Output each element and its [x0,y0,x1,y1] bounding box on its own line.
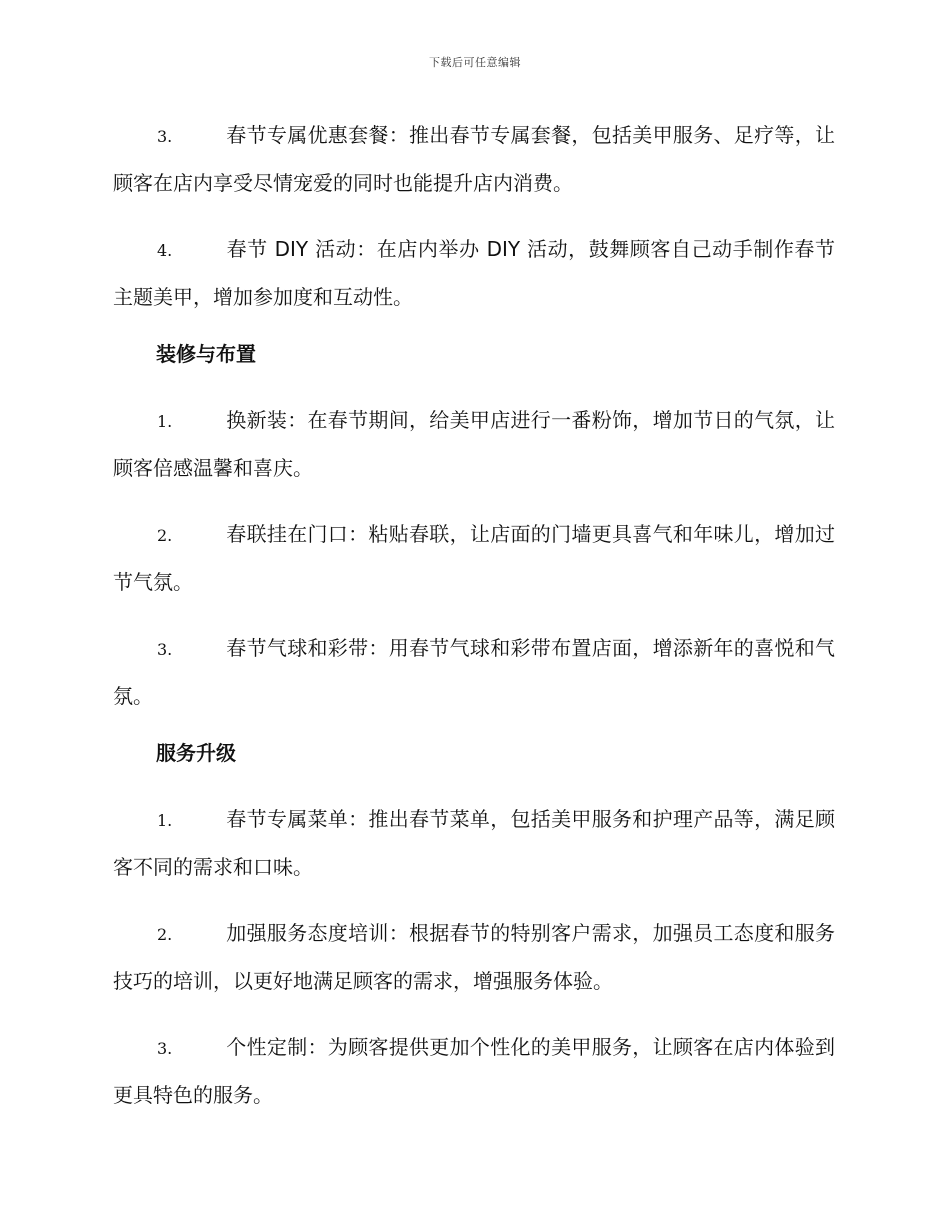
item-text: 加强服务态度培训：根据春节的特别客户需求，加强员工态度和服务技巧的培训，以更好地满足顾客的需求，增强服务体验。 [113,921,835,993]
item-number: 2. [157,925,173,944]
list-item [113,796,835,890]
item-text: 春联挂在门口：粘贴春联，让店面的门墙更具喜气和年味儿，增加过节气氛。 [113,522,835,594]
list-item [113,397,835,491]
item-text: 春节专属菜单：推出春节菜单，包括美甲服务和护理产品等，满足顾客不同的需求和口味。 [113,807,835,879]
section-heading-service: 服务升级 [156,741,236,765]
list-item [113,226,835,320]
item-number: 1. [157,412,173,431]
header-note: 下载后可任意编辑 [429,56,521,69]
list-item [113,511,835,605]
document-body [113,112,835,1129]
item-number: 4. [157,241,173,260]
item-text: 个性定制：为顾客提供更加个性化的美甲服务，让顾客在店内体验到更具特色的服务。 [113,1035,835,1107]
item-text: 换新装：在春节期间，给美甲店进行一番粉饰，增加节日的气氛，让顾客倍感温馨和喜庆。 [113,408,835,480]
item-text: 春节 DIY 活动：在店内举办 DIY 活动，鼓舞顾客自己动手制作春节主题美甲，增加参加度和互动性。 [113,237,835,309]
list-item [113,625,835,719]
item-text: 春节气球和彩带：用春节气球和彩带布置店面，增添新年的喜悦和气氛。 [113,636,835,708]
list-item [113,1024,835,1118]
item-number: 3. [157,640,173,659]
section-heading-decoration: 装修与布置 [156,342,256,366]
list-item [113,910,835,1004]
item-number: 3. [157,1039,173,1058]
item-number: 3. [157,127,173,146]
item-number: 2. [157,526,173,545]
list-item [113,112,835,206]
item-text: 春节专属优惠套餐：推出春节专属套餐，包括美甲服务、足疗等，让顾客在店内享受尽情宠爱的同时也能提升店内消费。 [113,123,835,195]
item-number: 1. [157,811,173,830]
